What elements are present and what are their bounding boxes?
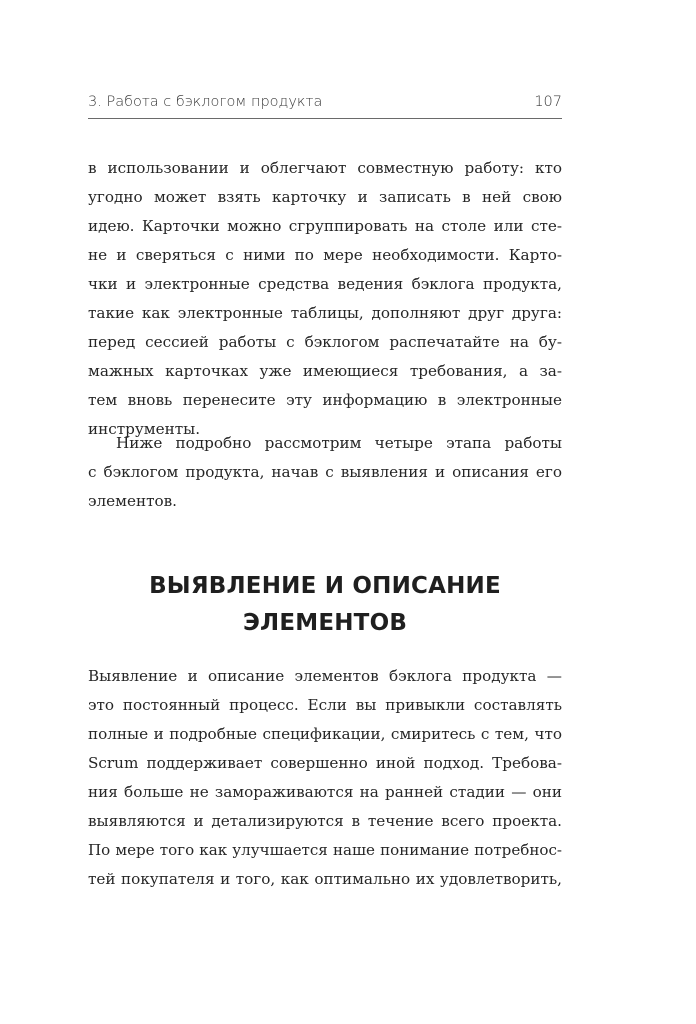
page-number: 107 [534,94,562,110]
text-line: полные и подробные спецификации, смиритесь с тем, что [88,725,562,743]
text-line: Ниже подробно рассмотрим четыре этапа работы [116,434,562,452]
text-line: с бэклогом продукта, начав с выявления и описания его [88,463,562,481]
text-line: элементов. [88,492,177,510]
paragraph-1 [88,154,562,444]
text-line: инструменты. [88,420,201,438]
text-line: угодно может взять карточку и записать в ней свою [88,188,562,206]
text-line: в использовании и облегчают совместную работу: кто [88,159,562,177]
text-line: перед сессией работы с бэклогом распечатайте на бу- [88,333,562,351]
text-line: выявляются и детализируются в течение всего проекта. [88,812,562,830]
running-header [88,92,562,119]
text-line: ния больше не замораживаются на ранней стадии — они [88,783,562,801]
paragraph-3 [88,662,562,894]
text-line: тем вновь перенесите эту информацию в электронные [88,391,562,409]
text-line: не и сверяться с ними по мере необходимости. Карто- [88,246,562,264]
text-line: Выявление и описание элементов бэклога продукта — [88,667,562,685]
text-line: мажных карточках уже имеющиеся требования, а за- [88,362,562,380]
text-line: Scrum поддерживает совершенно иной подход. Требова- [88,754,562,772]
text-line: такие как электронные таблицы, дополняют друг друга: [88,304,562,322]
text-line: чки и электронные средства ведения бэклога продукта, [88,275,562,293]
text-line: идею. Карточки можно сгруппировать на столе или сте- [88,217,562,235]
text-line: тей покупателя и того, как оптимально их удовлетворить, [88,870,562,888]
chapter-title: 3. Работа с бэклогом продукта [88,94,323,110]
section-heading-line-1: ВЫЯВЛЕНИЕ И ОПИСАНИЕ [149,573,501,599]
paragraph-2 [88,429,562,516]
text-line: По мере того как улучшается наше понимание потребнос- [88,841,562,859]
section-heading [88,568,562,642]
text-line: это постоянный процесс. Если вы привыкли составлять [88,696,562,714]
section-heading-line-2: ЭЛЕМЕНТОВ [242,610,408,636]
